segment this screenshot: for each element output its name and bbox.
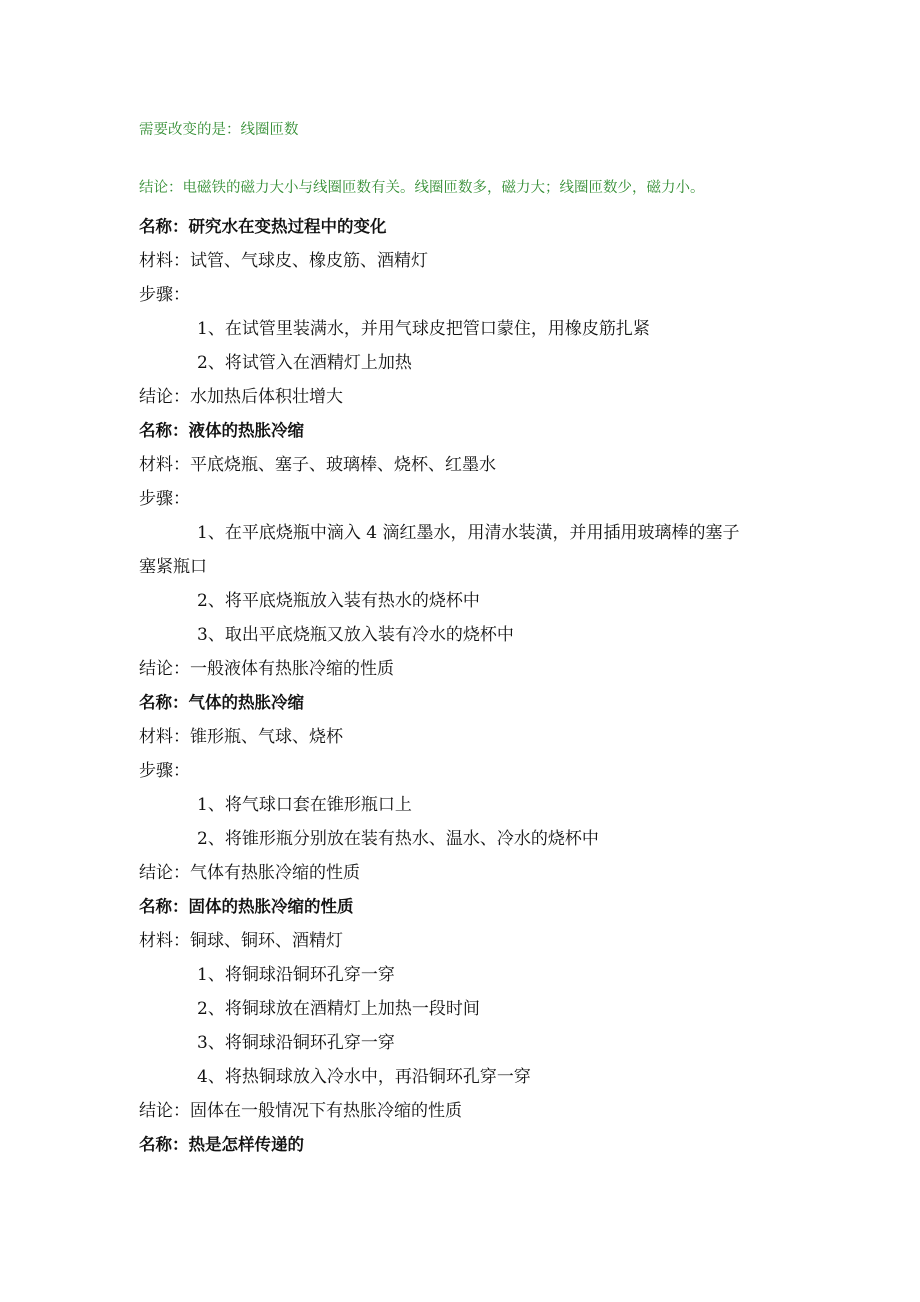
step-item: 3、取出平底烧瓶又放入装有冷水的烧杯中 bbox=[197, 625, 514, 645]
step-item: 2、将锥形瓶分别放在装有热水、温水、冷水的烧杯中 bbox=[197, 829, 599, 849]
experiment-title: 名称：研究水在变热过程中的变化 bbox=[139, 217, 387, 236]
step-item: 1、在平底烧瓶中滴入 4 滴红墨水，用清水装潢，并用插用玻璃棒的塞子 bbox=[197, 523, 740, 543]
experiment-title: 名称：气体的热胀冷缩 bbox=[139, 693, 304, 712]
experiment-title: 名称：固体的热胀冷缩的性质 bbox=[139, 897, 354, 916]
step-item: 4、将热铜球放入冷水中，再沿铜环孔穿一穿 bbox=[197, 1067, 531, 1087]
step-item: 2、将试管入在酒精灯上加热 bbox=[197, 353, 412, 373]
step-item: 3、将铜球沿铜环孔穿一穿 bbox=[197, 1033, 395, 1053]
experiment-conclusion: 结论：气体有热胀冷缩的性质 bbox=[139, 863, 360, 883]
experiment-title: 名称：液体的热胀冷缩 bbox=[139, 421, 304, 440]
step-item: 1、在试管里装满水，并用气球皮把管口蒙住，用橡皮筋扎紧 bbox=[197, 319, 650, 339]
experiment-materials: 材料：锥形瓶、气球、烧杯 bbox=[139, 727, 343, 747]
experiment-conclusion: 结论：固体在一般情况下有热胀冷缩的性质 bbox=[139, 1101, 462, 1121]
experiment-conclusion: 结论：一般液体有热胀冷缩的性质 bbox=[139, 659, 394, 679]
experiment-conclusion: 结论：水加热后体积壮增大 bbox=[139, 387, 343, 407]
steps-label: 步骤： bbox=[139, 761, 190, 781]
experiment-materials: 材料：铜球、铜环、酒精灯 bbox=[139, 931, 343, 951]
electromagnet-conclusion-line: 结论：电磁铁的磁力大小与线圈匝数有关。线圈匝数多，磁力大；线圈匝数少，磁力小。 bbox=[139, 180, 705, 196]
step-item: 2、将平底烧瓶放入装有热水的烧杯中 bbox=[197, 591, 480, 611]
step-item: 2、将铜球放在酒精灯上加热一段时间 bbox=[197, 999, 480, 1019]
steps-label: 步骤： bbox=[139, 489, 190, 509]
step-item: 1、将气球口套在锥形瓶口上 bbox=[197, 795, 412, 815]
step-item: 1、将铜球沿铜环孔穿一穿 bbox=[197, 965, 395, 985]
experiment-title: 名称：热是怎样传递的 bbox=[139, 1135, 304, 1154]
change-variable-line: 需要改变的是：线圈匝数 bbox=[139, 122, 299, 138]
steps-label: 步骤： bbox=[139, 285, 190, 305]
step-item-continuation: 塞紧瓶口 bbox=[139, 557, 207, 577]
experiment-materials: 材料：试管、气球皮、橡皮筋、酒精灯 bbox=[139, 251, 428, 271]
experiment-materials: 材料：平底烧瓶、塞子、玻璃棒、烧杯、红墨水 bbox=[139, 455, 496, 475]
